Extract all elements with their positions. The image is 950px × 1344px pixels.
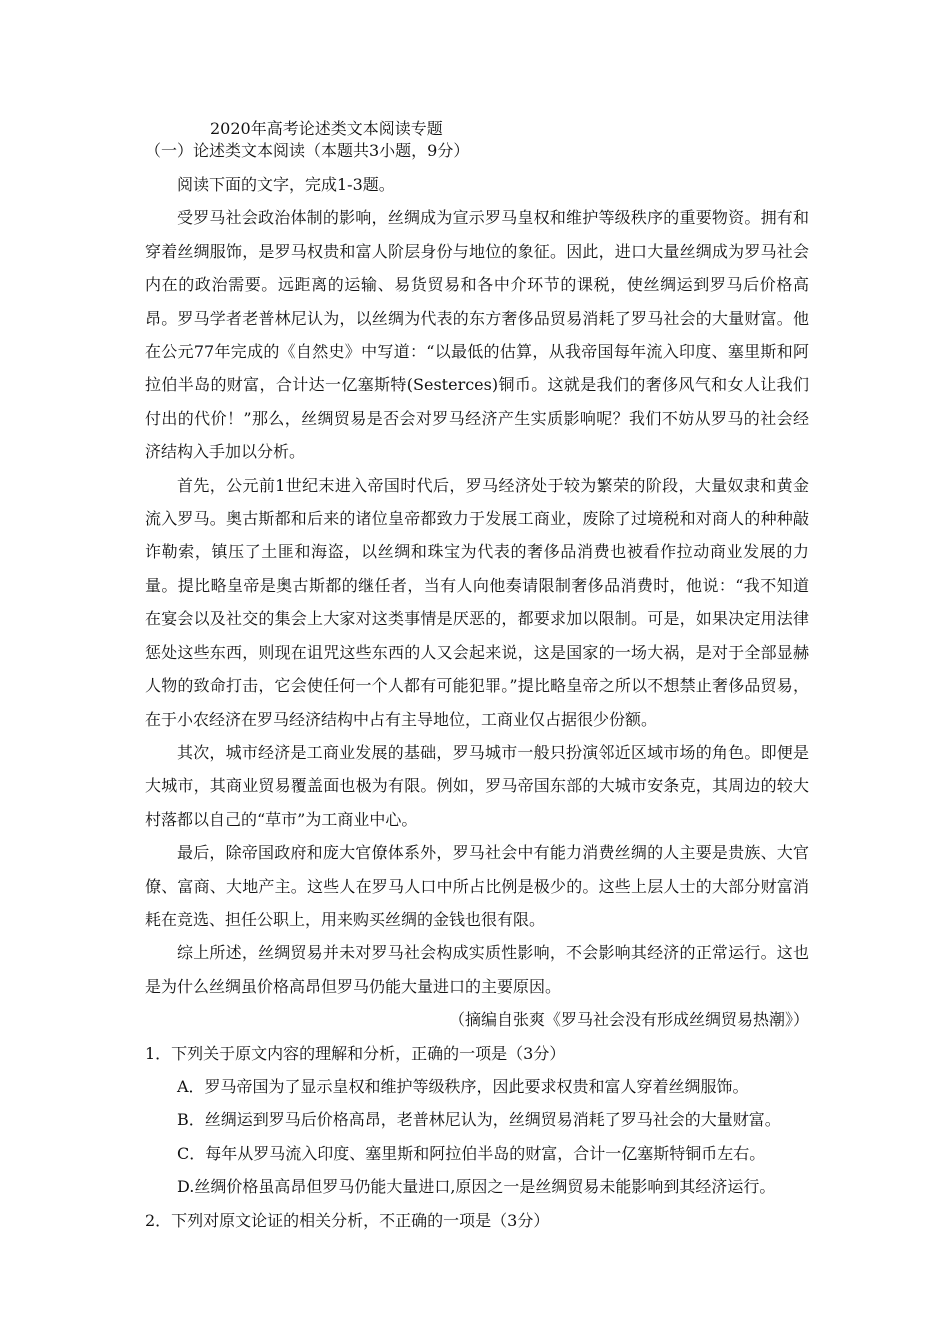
document-title: 2020年高考论述类文本阅读专题 bbox=[210, 119, 443, 138]
question-1-option-d: D.丝绸价格虽高昂但罗马仍能大量进口,原因之一是丝绸贸易未能影响到其经济运行。 bbox=[177, 1177, 776, 1197]
question-1-option-b: B．丝绸运到罗马后价格高昂，老普林尼认为，丝绸贸易消耗了罗马社会的大量财富。 bbox=[177, 1110, 781, 1130]
document-body bbox=[145, 168, 809, 1237]
question-1-option-c: C．每年从罗马流入印度、塞里斯和阿拉伯半岛的财富，合计一亿塞斯特铜币左右。 bbox=[177, 1143, 766, 1163]
question-2-stem: 2．下列对原文论证的相关分析，不正确的一项是（3分） bbox=[145, 1210, 550, 1230]
body-paragraph: 最后，除帝国政府和庞大官僚体系外，罗马社会中有能力消费丝绸的人主要是贵族、大官僚、富商、大地产主。这些人在罗马人口中所占比例是极少的。这些上层人士的大部分财富消耗在竞选、担任公职上，用来购买丝绸的金钱也很有限。 bbox=[145, 843, 809, 929]
question-1-stem: 1．下列关于原文内容的理解和分析，正确的一项是（3分） bbox=[145, 1043, 566, 1063]
body-paragraph: 首先，公元前1世纪末进入帝国时代后，罗马经济处于较为繁荣的阶段，大量奴隶和黄金流入罗马。奥古斯都和后来的诸位皇帝都致力于发展工商业，废除了过境税和对商人的种种敲诈勒索，镇压了土匪和海盗，以丝绸和珠宝为代表的奢侈品消费也被看作拉动商业发展的力量。提比略皇帝是奥古斯都的继任者，当有人向他奏请限制奢侈品消费时，他说：“我不知道在宴会以及社交的集会上大家对这类事情是厌恶的，都要求加以限制。可是，如果决定用法律惩处这些东西，则现在诅咒这些东西的人又会起来说，这是国家的一场大祸，是对于全部显赫人物的致命打击，它会使任何一个人都有可能犯罪。”提比略皇帝之所以不想禁止奢侈品贸易，在于小农经济在罗马经济结构中占有主导地位，工商业仅占据很少份额。 bbox=[145, 475, 809, 729]
section-header: （一）论述类文本阅读（本题共3小题，9分） bbox=[145, 141, 470, 160]
body-paragraph: 综上所述，丝绸贸易并未对罗马社会构成实质性影响，不会影响其经济的正常运行。这也是为什么丝绸虽价格高昂但罗马仍能大量进口的主要原因。 bbox=[145, 943, 809, 996]
body-paragraph: 其次，城市经济是工商业发展的基础，罗马城市一般只扮演邻近区域市场的角色。即便是大城市，其商业贸易覆盖面也极为有限。例如，罗马帝国东部的大城市安条克，其周边的较大村落都以自己的“草市”为工商业中心。 bbox=[145, 742, 809, 829]
source-citation: （摘编自张爽《罗马社会没有形成丝绸贸易热潮》） bbox=[448, 1010, 809, 1030]
body-paragraph: 受罗马社会政治体制的影响，丝绸成为宣示罗马皇权和维护等级秩序的重要物资。拥有和穿着丝绸服饰，是罗马权贵和富人阶层身份与地位的象征。因此，进口大量丝绸成为罗马社会内在的政治需要。远距离的运输、易货贸易和各中介环节的课税，使丝绸运到罗马后价格高昂。罗马学者老普林尼认为，以丝绸为代表的东方奢侈品贸易消耗了罗马社会的大量财富。他在公元77年完成的《自然史》中写道：“以最低的估算，从我帝国每年流入印度、塞里斯和阿拉伯半岛的财富，合计达一亿塞斯特(Sesterces)铜币。这就是我们的奢侈风气和女人让我们付出的代价！”那么，丝绸贸易是否会对罗马经济产生实质影响呢？我们不妨从罗马的社会经济结构入手加以分析。 bbox=[145, 208, 809, 462]
instruction-text: 阅读下面的文字，完成1-3题。 bbox=[177, 175, 395, 194]
question-1-option-a: A．罗马帝国为了显示皇权和维护等级秩序，因此要求权贵和富人穿着丝绸服饰。 bbox=[177, 1076, 749, 1096]
